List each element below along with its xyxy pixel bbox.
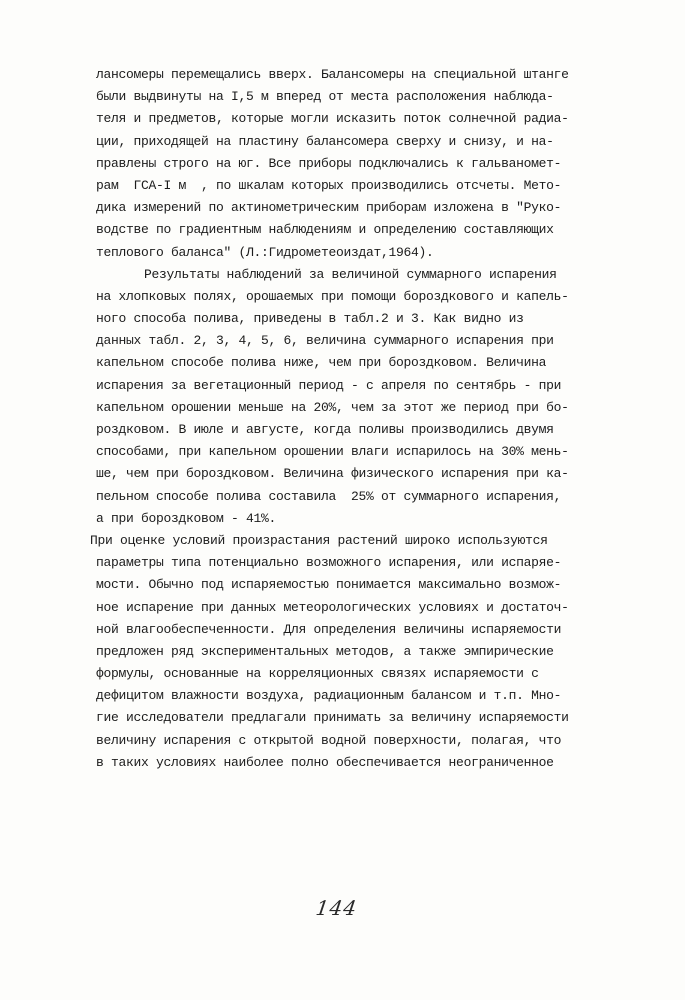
handwritten-page-number: 144 — [314, 896, 359, 920]
text-line: ное испарение при данных метеорологических условиях и достаточ- — [96, 599, 569, 615]
text-line: испарения за вегетационный период - с апреля по сентябрь - при — [96, 377, 562, 393]
text-line: ции, приходящей на пластину балансомера сверху и снизу, и на- — [96, 133, 554, 149]
text-line: правлены строго на юг. Все приборы подключались к гальваномет- — [96, 155, 562, 171]
text-line: данных табл. 2, 3, 4, 5, 6, величина суммарного испарения при — [96, 333, 554, 349]
text-line: мости. Обычно под испаряемостью понимается максимально возмож- — [96, 577, 562, 593]
text-line: на хлопковых полях, орошаемых при помощи бороздкового и капель- — [96, 288, 569, 304]
text-line: способами, при капельном орошении влаги испарилось на 30% мень- — [96, 444, 569, 460]
text-line: водстве по градиентным наблюдениям и определению составляющих — [96, 222, 554, 238]
text-line: дефицитом влажности воздуха, радиационным балансом и т.п. Мно- — [96, 688, 562, 704]
text-line: параметры типа потенциально возможного испарения, или испаряе- — [96, 555, 562, 571]
text-line: а при бороздковом - 41%. — [96, 510, 277, 526]
text-line: ше, чем при бороздковом. Величина физического испарения при ка- — [96, 466, 569, 482]
text-line: гие исследователи предлагали принимать за величину испаряемости — [96, 710, 569, 726]
text-line: теплового баланса" (Л.:Гидрометеоиздат,1964). — [96, 244, 434, 260]
text-line: теля и предметов, которые могли исказить поток солнечной радиа- — [96, 111, 569, 127]
paragraph-start-line: При оценке условий произрастания растений широко используются — [90, 532, 548, 548]
text-line: предложен ряд экспериментальных методов, а также эмпирические — [96, 643, 554, 659]
typescript-body — [90, 64, 666, 774]
text-line: роздковом. В июле и августе, когда поливы производились двумя — [96, 422, 554, 437]
text-line: в таких условиях наиболее полно обеспечивается неограниченное — [96, 754, 554, 770]
text-line: величину испарения с открытой водной поверхности, полагая, что — [96, 732, 562, 748]
text-line: лансомеры перемещались вверх. Балансомеры на специальной штанге — [96, 67, 569, 82]
paragraph-start-line: Результаты наблюдений за величиной суммарного испарения — [144, 266, 557, 282]
text-line: ной влагообеспеченности. Для определения величины испаряемости — [96, 621, 562, 637]
text-line: формулы, основанные на корреляционных связях испаряемости с — [96, 666, 539, 682]
text-line: ного способа полива, приведены в табл.2 и 3. Как видно из — [96, 311, 524, 327]
text-line: капельном орошении меньше на 20%, чем за этот же период при бо- — [96, 399, 569, 415]
text-line: дика измерений по актинометрическим приборам изложена в "Руко- — [96, 200, 562, 216]
text-line: пельном способе полива составила 25% от суммарного испарения, — [96, 488, 562, 504]
text-line: капельном способе полива ниже, чем при бороздковом. Величина — [96, 355, 547, 371]
text-line: были выдвинуты на I,5 м вперед от места расположения наблюда- — [96, 89, 554, 105]
text-line: рам ГСА-I м , по шкалам которых производились отсчеты. Мето- — [96, 177, 562, 193]
